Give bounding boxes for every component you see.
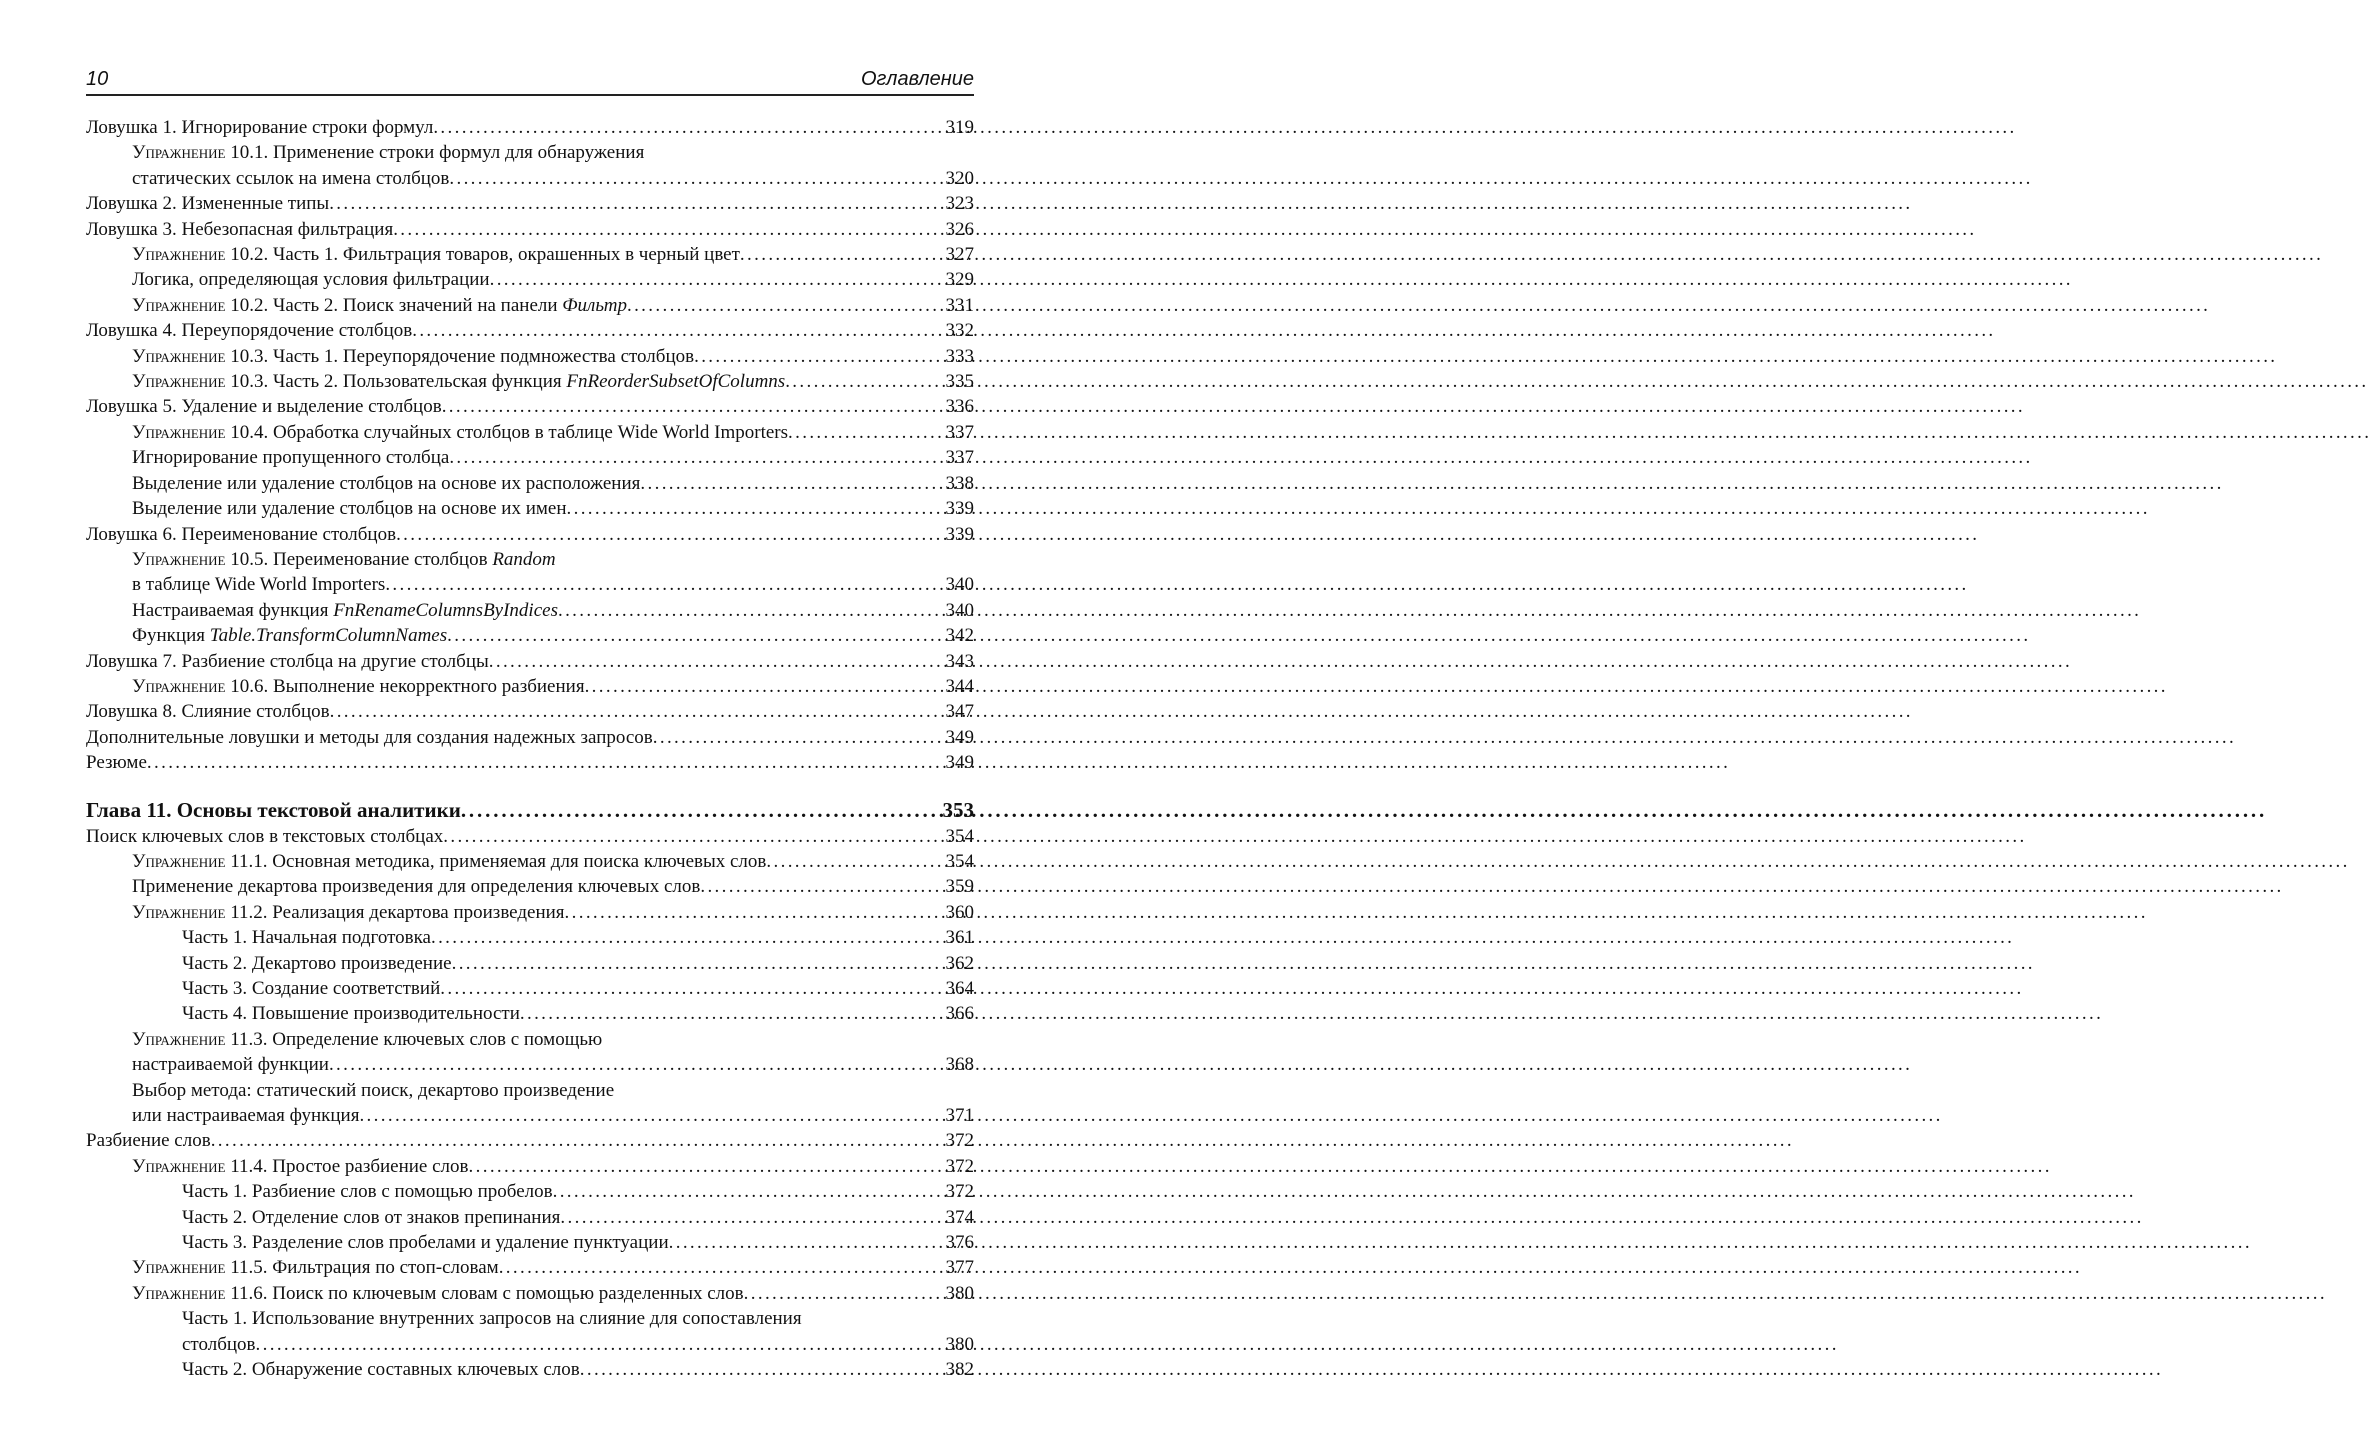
entry-text: Часть 1. Начальная подготовка xyxy=(182,927,431,949)
entry-text: Часть 3. Разделение слов пробелами и удаление пунктуации xyxy=(182,1232,669,1254)
entry-page: 366 xyxy=(945,1003,974,1025)
toc-entry[interactable] xyxy=(86,1027,974,1078)
entry-text: Ловушка 4. Переупорядочение столбцов xyxy=(86,320,413,342)
toc-entry[interactable] xyxy=(86,1205,974,1230)
entry-text: 10.3. Часть 1. Переупорядочение подмножества столбцов xyxy=(225,345,695,367)
toc-entry[interactable] xyxy=(86,344,974,369)
entry-text: Поиск ключевых слов в текстовых столбцах xyxy=(86,825,444,847)
exercise-label: Упражнение xyxy=(132,142,226,164)
chapter-title: Глава 11. Основы текстовой аналитики xyxy=(86,797,461,822)
toc-entry[interactable] xyxy=(86,191,974,216)
exercise-label: Упражнение xyxy=(132,675,226,697)
toc-entry[interactable] xyxy=(86,674,974,699)
entry-page: 354 xyxy=(945,825,974,847)
toc-entry[interactable] xyxy=(86,649,974,674)
entry-page: 347 xyxy=(945,701,974,723)
entry-page: 382 xyxy=(945,1359,974,1381)
toc-entry[interactable] xyxy=(86,976,974,1001)
entry-text: Часть 2. Декартово произведение xyxy=(182,952,452,974)
entry-page: 377 xyxy=(945,1257,974,1279)
entry-page: 380 xyxy=(945,1333,974,1355)
entry-text: 11.6. Поиск по ключевым словам с помощью разделенных слов xyxy=(225,1282,744,1304)
toc-entry[interactable] xyxy=(86,623,974,648)
entry-page: 364 xyxy=(945,978,974,999)
entry-page: 362 xyxy=(945,952,974,974)
chapter-page: 353 xyxy=(942,797,974,822)
entry-text: Часть 2. Обнаружение составных ключевых слов xyxy=(182,1359,580,1381)
entry-text: Ловушка 1. Игнорирование строки формул xyxy=(86,117,434,138)
toc-entry[interactable] xyxy=(86,1306,974,1357)
entry-text: Ловушка 2. Измененные типы xyxy=(86,193,330,215)
toc-entry[interactable] xyxy=(86,293,974,318)
exercise-label: Упражнение xyxy=(132,548,226,570)
entry-page: 349 xyxy=(945,752,974,774)
toc-entry[interactable] xyxy=(86,900,974,925)
entry-page: 333 xyxy=(945,345,974,367)
entry-page: 354 xyxy=(945,850,974,872)
entry-page: 335 xyxy=(945,371,974,393)
entry-text: Настраиваемая функция xyxy=(132,599,334,621)
entry-text: 11.4. Простое разбиение слов xyxy=(225,1155,469,1177)
running-header xyxy=(86,64,974,96)
entry-text: Резюме xyxy=(86,752,147,774)
entry-page: 320 xyxy=(945,167,974,189)
exercise-label: Упражнение xyxy=(132,1282,226,1304)
exercise-label: Упражнение xyxy=(132,1155,226,1177)
entry-text-italic: Table.TransformColumnNames xyxy=(209,625,448,647)
chapter-heading[interactable] xyxy=(86,796,974,824)
toc-entry[interactable] xyxy=(86,420,974,445)
entry-page: 332 xyxy=(945,320,974,342)
exercise-label: Упражнение xyxy=(132,294,226,316)
entry-text: 11.3. Определение ключевых слов с помощью xyxy=(225,1028,603,1050)
entry-page: 368 xyxy=(945,1054,974,1076)
entry-text-italic: Random xyxy=(492,548,556,570)
entry-text: Ловушка 7. Разбиение столбца на другие столбцы xyxy=(86,650,489,672)
entry-text: Выделение или удаление столбцов на основе их расположения xyxy=(132,472,641,494)
toc-entry[interactable] xyxy=(86,217,974,242)
toc-entry[interactable] xyxy=(86,242,974,267)
exercise-label: Упражнение xyxy=(132,1257,226,1279)
toc-entry[interactable] xyxy=(86,725,974,750)
entry-text: 10.6. Выполнение некорректного разбиения xyxy=(225,675,585,697)
section-title: Оглавление xyxy=(860,68,974,90)
toc-entry[interactable] xyxy=(86,140,974,191)
exercise-label: Упражнение xyxy=(132,421,226,443)
entry-page: 339 xyxy=(945,498,974,520)
entry-page: 323 xyxy=(945,193,974,215)
toc-entry[interactable] xyxy=(86,115,974,140)
toc-entry[interactable] xyxy=(86,874,974,899)
toc-entry[interactable] xyxy=(86,1357,974,1382)
exercise-label: Упражнение xyxy=(132,371,226,393)
exercise-label: Упражнение xyxy=(132,850,226,872)
entry-text: Ловушка 3. Небезопасная фильтрация xyxy=(86,218,394,240)
entry-text: Ловушка 6. Переименование столбцов xyxy=(86,523,397,545)
toc-entry[interactable] xyxy=(86,547,974,598)
toc-entry[interactable] xyxy=(86,1078,974,1129)
entry-text-cont: или настраиваемая функция xyxy=(132,1105,360,1127)
entry-text: Логика, определяющая условия фильтрации xyxy=(132,269,490,291)
entry-page: 372 xyxy=(945,1181,974,1203)
entry-page: 360 xyxy=(945,901,974,923)
entry-text: Выделение или удаление столбцов на основе их имен xyxy=(132,498,567,520)
entry-text-cont: столбцов xyxy=(182,1333,256,1355)
toc-entry[interactable] xyxy=(86,394,974,419)
table-of-contents xyxy=(86,115,974,1383)
entry-page: 342 xyxy=(945,625,974,647)
entry-page: 343 xyxy=(945,650,974,672)
entry-page: 359 xyxy=(945,876,974,898)
entry-text: Разбиение слов xyxy=(86,1130,211,1152)
entry-text: 10.2. Часть 2. Поиск значений на панели xyxy=(225,294,563,316)
entry-page: 340 xyxy=(945,599,974,621)
entry-text: 11.1. Основная методика, применяемая для поиска ключевых слов xyxy=(225,850,767,872)
entry-text: 11.5. Фильтрация по стоп-словам xyxy=(225,1257,499,1279)
toc-entry[interactable] xyxy=(86,1001,974,1026)
entry-page: 376 xyxy=(945,1232,974,1254)
entry-page: 380 xyxy=(945,1282,974,1304)
entry-text-cont: настраиваемой функции xyxy=(132,1054,329,1076)
entry-page: 344 xyxy=(945,675,974,697)
entry-text: 10.5. Переименование столбцов xyxy=(225,548,493,570)
entry-page: 338 xyxy=(945,472,974,494)
toc-entry[interactable] xyxy=(86,445,974,470)
toc-entry[interactable] xyxy=(86,1154,974,1179)
entry-text: Часть 4. Повышение производительности xyxy=(182,1003,520,1025)
entry-page: 339 xyxy=(945,523,974,545)
exercise-label: Упражнение xyxy=(132,901,226,923)
toc-entry[interactable] xyxy=(86,951,974,976)
toc-entry[interactable] xyxy=(86,1230,974,1255)
entry-text: Дополнительные ловушки и методы для создания надежных запросов xyxy=(86,726,653,748)
entry-page: 374 xyxy=(945,1206,974,1228)
entry-page: 331 xyxy=(945,294,974,316)
entry-text: 10.3. Часть 2. Пользовательская функция xyxy=(225,371,567,393)
entry-text: Применение декартова произведения для определения ключевых слов xyxy=(132,876,701,898)
exercise-label: Упражнение xyxy=(132,345,226,367)
exercise-label: Упражнение xyxy=(132,1028,226,1050)
entry-text-cont: статических ссылок на имена столбцов xyxy=(132,167,450,189)
entry-text: Часть 3. Создание соответствий xyxy=(182,978,441,999)
entry-text: 10.2. Часть 1. Фильтрация товаров, окрашенных в черный цвет xyxy=(225,244,740,266)
entry-text: Выбор метода: статический поиск, декартово произведение xyxy=(132,1079,615,1101)
entry-text-italic: FnReorderSubsetOfColumns xyxy=(566,371,786,393)
entry-text: Игнорирование пропущенного столбца xyxy=(132,447,450,469)
entry-page: 371 xyxy=(945,1105,974,1127)
entry-page: 372 xyxy=(945,1155,974,1177)
toc-entry[interactable] xyxy=(86,522,974,547)
toc-entry[interactable] xyxy=(86,318,974,343)
entry-page: 319 xyxy=(945,117,974,138)
toc-entry[interactable] xyxy=(86,369,974,394)
toc-entry[interactable] xyxy=(86,925,974,950)
entry-text: Часть 1. Разбиение слов с помощью пробелов xyxy=(182,1181,553,1203)
entry-page: 372 xyxy=(945,1130,974,1152)
exercise-label: Упражнение xyxy=(132,244,226,266)
entry-text-italic: FnRenameColumnsByIndices xyxy=(333,599,558,621)
toc-entry[interactable] xyxy=(86,824,974,849)
entry-page: 337 xyxy=(945,421,974,443)
page-number: 10 xyxy=(86,68,109,90)
entry-page: 326 xyxy=(945,218,974,240)
toc-entry[interactable] xyxy=(86,598,974,623)
toc-entry[interactable] xyxy=(86,267,974,292)
entry-text: Часть 1. Использование внутренних запросов на слияние для сопоставления xyxy=(182,1308,802,1330)
entry-text: 11.2. Реализация декартова произведения xyxy=(225,901,565,923)
toc-entry[interactable] xyxy=(86,699,974,724)
entry-text: Ловушка 8. Слияние столбцов xyxy=(86,701,330,723)
entry-page: 336 xyxy=(945,396,974,418)
entry-text: Часть 2. Отделение слов от знаков препинания xyxy=(182,1206,561,1228)
toc-entry[interactable] xyxy=(86,1128,974,1153)
entry-page: 349 xyxy=(945,726,974,748)
toc-entry[interactable] xyxy=(86,471,974,496)
toc-entry[interactable] xyxy=(86,1281,974,1306)
entry-text: 10.4. Обработка случайных столбцов в таблице Wide World Importers xyxy=(225,421,789,443)
entry-text-italic: Фильтр xyxy=(562,294,627,316)
entry-page: 329 xyxy=(945,269,974,291)
toc-entry[interactable] xyxy=(86,1179,974,1204)
entry-page: 340 xyxy=(945,574,974,596)
entry-page: 337 xyxy=(945,447,974,469)
entry-text: 10.1. Применение строки формул для обнаружения xyxy=(225,142,645,164)
toc-entry[interactable] xyxy=(86,849,974,874)
toc-entry[interactable] xyxy=(86,496,974,521)
entry-text: Функция xyxy=(132,625,210,647)
entry-page: 361 xyxy=(945,927,974,949)
entry-text-cont: в таблице Wide World Importers xyxy=(132,574,386,596)
entry-text: Ловушка 5. Удаление и выделение столбцов xyxy=(86,396,442,418)
toc-entry[interactable] xyxy=(86,750,974,775)
entry-page: 327 xyxy=(945,244,974,266)
toc-entry[interactable] xyxy=(86,1255,974,1280)
